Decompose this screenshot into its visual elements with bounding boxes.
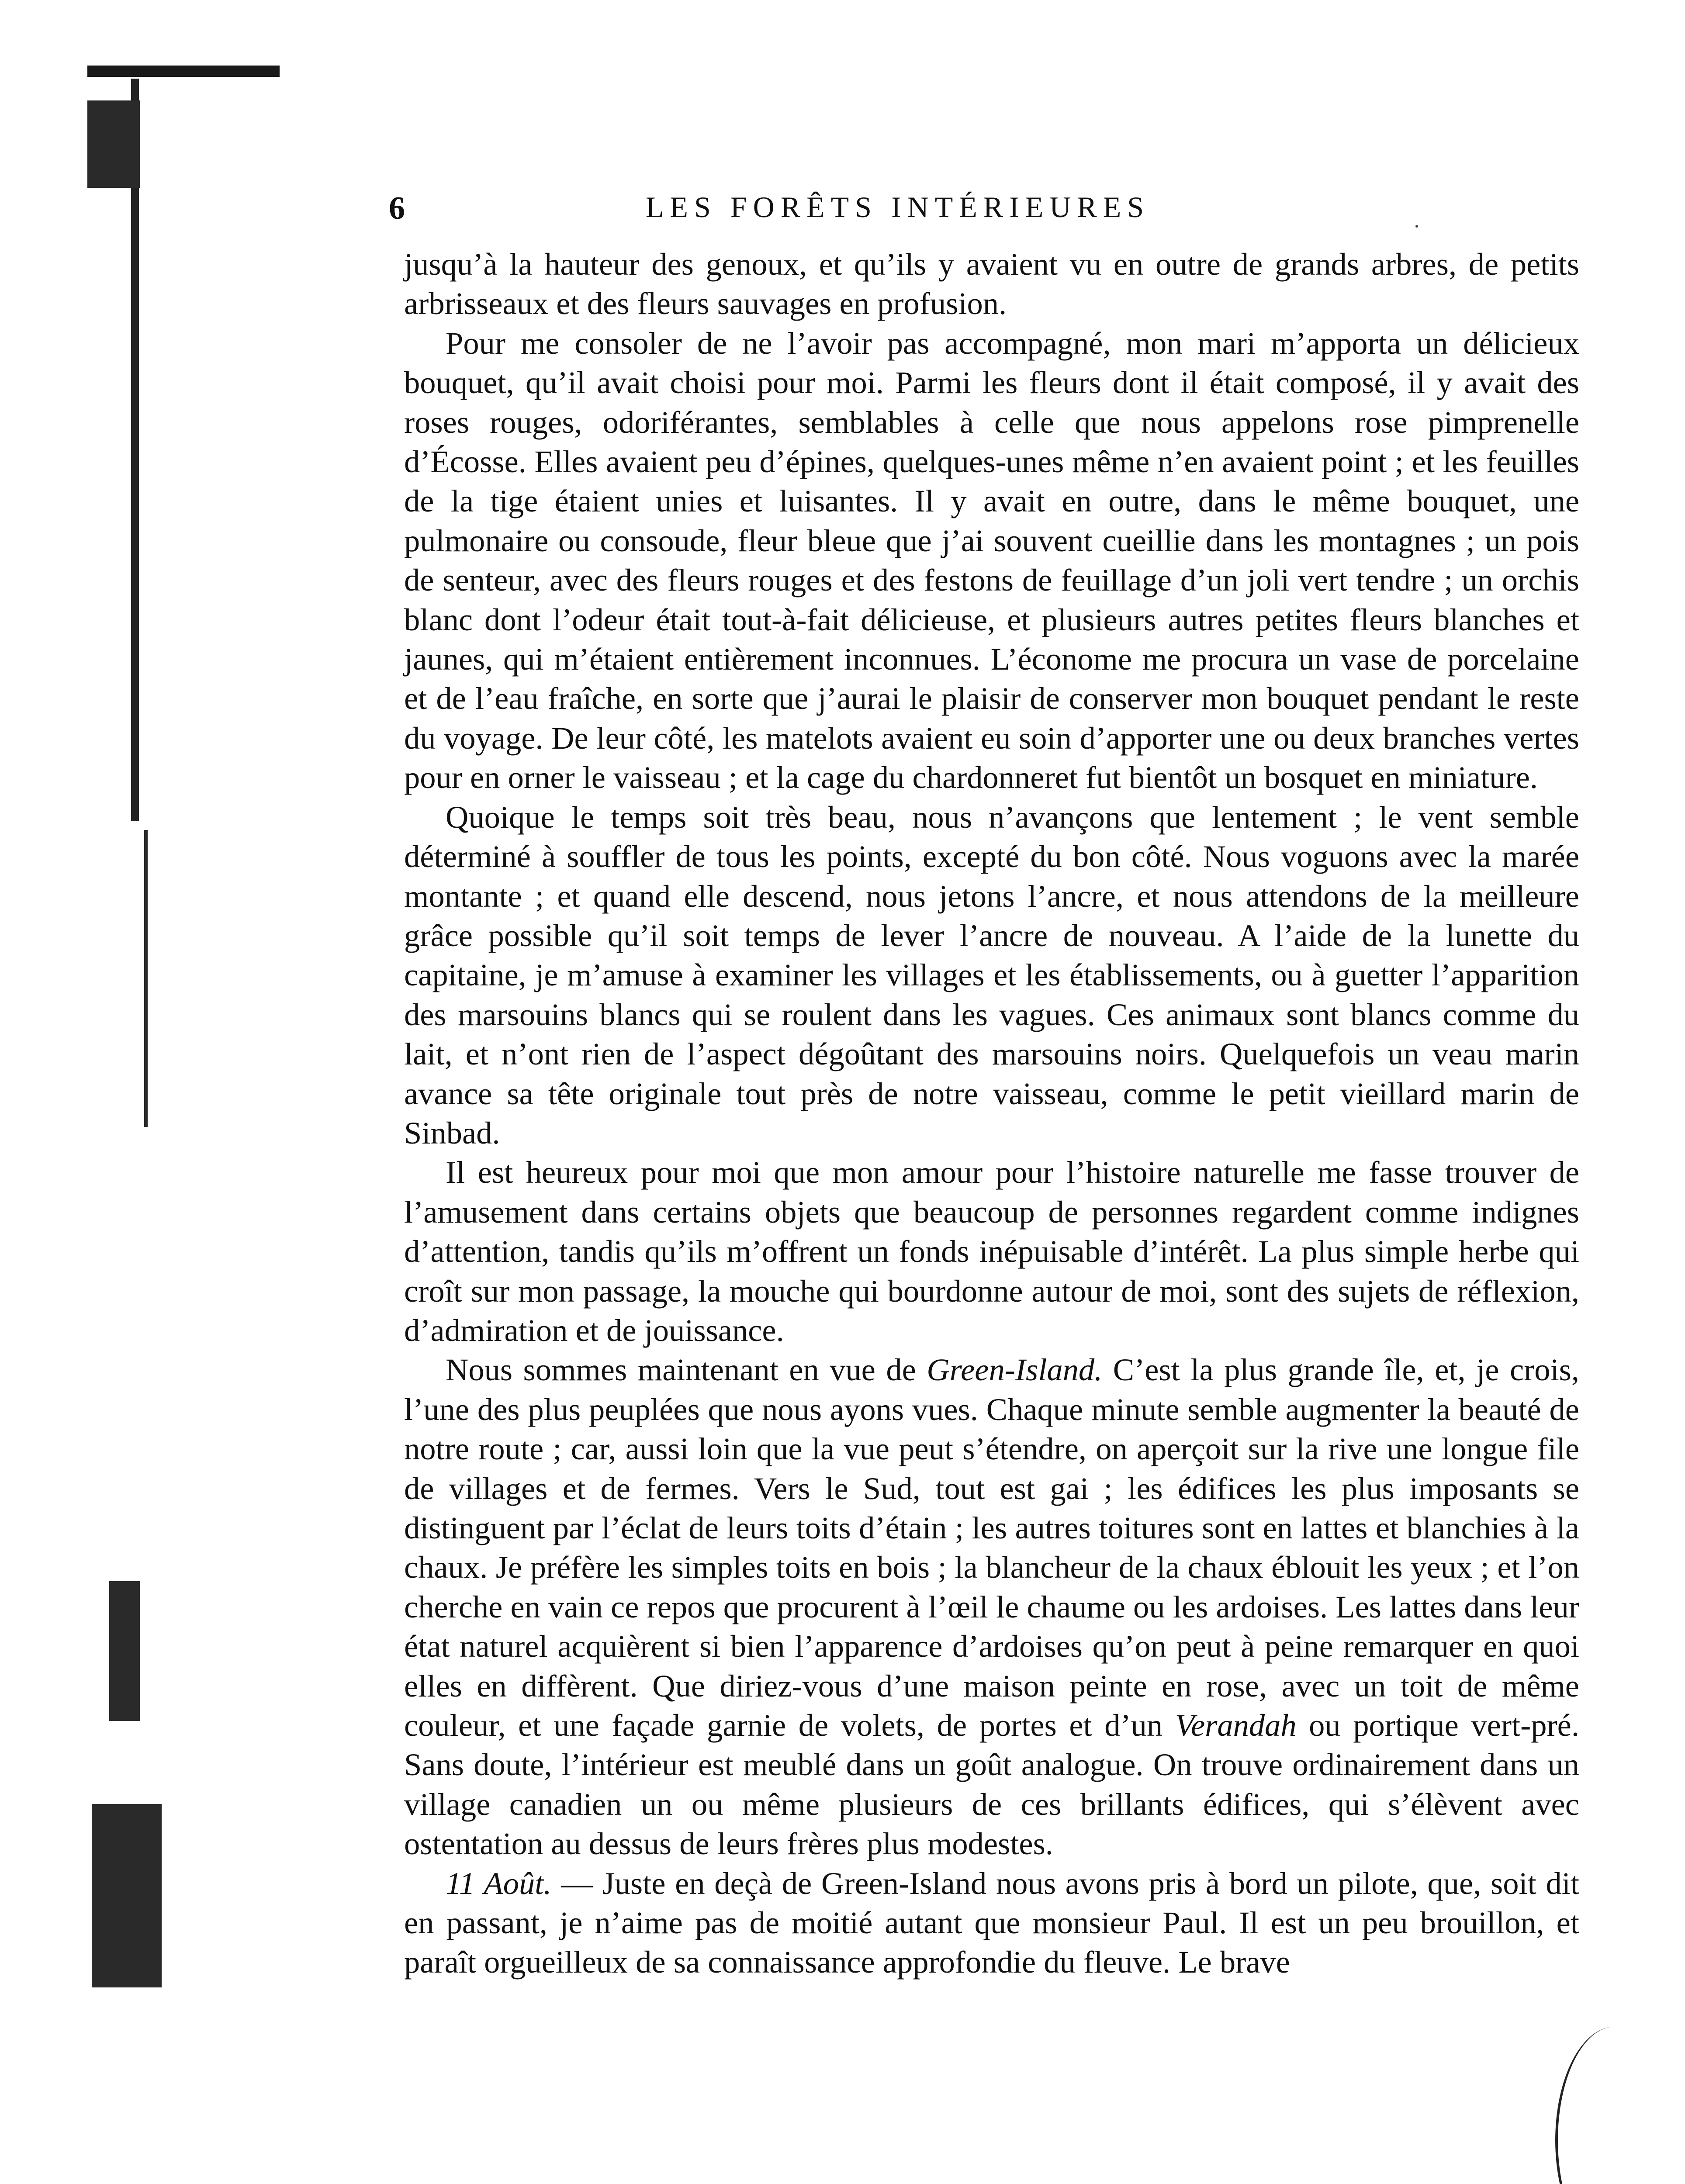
paragraph-text: C’est la plus grande île, et, je crois, l’une des plus peuplées que nous ayons vues. Chaque minute semble augmenter la beauté de notre route ; car, aussi loin que la vue peut s’étendre, on aperçoit sur la rive une longue file de villages et de fermes. Vers le Sud, tout est gai ; les édifices les plus imposants se distinguent par l’éclat de leurs toits d’étain ; les autres toitures sont en lattes et blanchies à la chaux. Je préfère les simples toits en bois ; la blancheur de la chaux éblouit les yeux ; et l’on cherche en vain ce repos que procurent à l’œil le chaume ou les ardoises. Les lattes dans leur état naturel acquièrent si bien l’apparence d’ardoises qu’on peut à peine remarquer en quoi elles en diffèrent. Que diriez-vous d’une maison peinte en rose, avec un toit de même couleur, et une façade garnie de volets, de portes et d’un <box>404 1352 1579 1743</box>
page-header <box>389 190 1407 242</box>
paragraph <box>404 1350 1579 1863</box>
paragraph: jusqu’à la hauteur des genoux, et qu’ils y avaient vu en outre de grands arbres, de petits arbrisseaux et des fleurs sauvages en profusion. <box>404 246 1579 321</box>
scan-blot <box>109 1581 140 1721</box>
paragraph-text: Nous sommes maintenant en vue de <box>446 1352 927 1388</box>
scan-pencil-mark <box>1555 2027 1654 2184</box>
paragraph <box>404 1864 1579 1982</box>
paragraph-text: — Juste en deçà de Green-Island nous avons pris à bord un pilote, que, soit dit en passant, je n’aime pas de moitié autant que monsieur Paul. Il est un peu brouillon, et paraît orgueilleux de sa connaissance approfondie du fleuve. Le brave <box>404 1865 1579 1980</box>
paragraph: Quoique le temps soit très beau, nous n’avançons que lentement ; le vent semble déterminé à souffler de tous les points, excepté du bon côté. Nous voguons avec la marée montante ; et quand elle descend, nous jetons l’ancre, et nous attendons de la meilleure grâce possible qu’il soit temps de lever l’ancre de nouveau. A l’aide de la lunette du capitaine, je m’amuse à examiner les villages et les établissements, ou à guetter l’apparition des marsouins blancs qui se roulent dans les vagues. Ces animaux sont blancs comme du lait, et n’ont rien de l’aspect dégoûtant des marsouins noirs. Quelquefois un veau marin avance sa tête originale tout près de notre vaisseau, comme le petit vieillard marin de Sinbad. <box>404 799 1579 1151</box>
paragraph: Il est heureux pour moi que mon amour pour l’histoire naturelle me fasse trouver de l’amusement dans certains objets que beaucoup de personnes regardent comme indignes d’attention, tandis qu’ils m’offrent un fonds inépuisable d’intérêt. La plus simple herbe qui croît sur mon passage, la mouche qui bourdonne autour de moi, sont des sujets de réflexion, d’admiration et de jouissance. <box>404 1154 1579 1348</box>
scan-binding-top <box>87 66 280 77</box>
scan-blot <box>92 1804 162 1987</box>
diary-date: 11 Août. <box>446 1865 552 1901</box>
paragraph-text: ou portique vert-pré. Sans doute, l’intérieur est meublé dans un goût analogue. On trouve ordinairement dans un village canadien un ou même plusieurs de ces brillants édifices, qui s’élèvent avec ostentation au dessus de leurs frères plus modestes. <box>404 1707 1579 1862</box>
scan-dust <box>1415 225 1418 228</box>
term-verandah: Verandah <box>1175 1707 1297 1743</box>
place-name-green-island: Green-Island. <box>927 1352 1103 1388</box>
scan-blot <box>144 830 148 1127</box>
body-text <box>404 245 1579 1982</box>
scan-blot <box>87 100 140 188</box>
running-title: LES FORÊTS INTÉRIEURES <box>645 190 1150 224</box>
scan-binding-edge <box>131 79 139 821</box>
paragraph: Pour me consoler de ne l’avoir pas accompagné, mon mari m’apporta un délicieux bouquet, qu’il avait choisi pour moi. Parmi les fleurs dont il était composé, il y avait des roses rouges, odoriférantes, semblables à celle que nous appelons rose pimprenelle d’Écosse. Elles avaient peu d’épines, quelques-unes même n’en avaient point ; et les feuilles de la tige étaient unies et luisantes. Il y avait en outre, dans le même bouquet, une pulmonaire ou consoude, fleur bleue que j’ai souvent cueillie dans les montagnes ; un pois de senteur, avec des fleurs rouges et des festons de feuillage d’un joli vert tendre ; un orchis blanc dont l’odeur était tout-à-fait délicieuse, et plusieurs autres petites fleurs blanches et jaunes, qui m’étaient entièrement inconnues. L’économe me procura un vase de porcelaine et de l’eau fraîche, en sorte que j’aurai le plaisir de conserver mon bouquet pendant le reste du voyage. De leur côté, les matelots avaient eu soin d’apporter une ou deux branches vertes pour en orner le vaisseau ; et la cage du chardonneret fut bientôt un bosquet en miniature. <box>404 325 1579 795</box>
page-number: 6 <box>389 190 405 226</box>
